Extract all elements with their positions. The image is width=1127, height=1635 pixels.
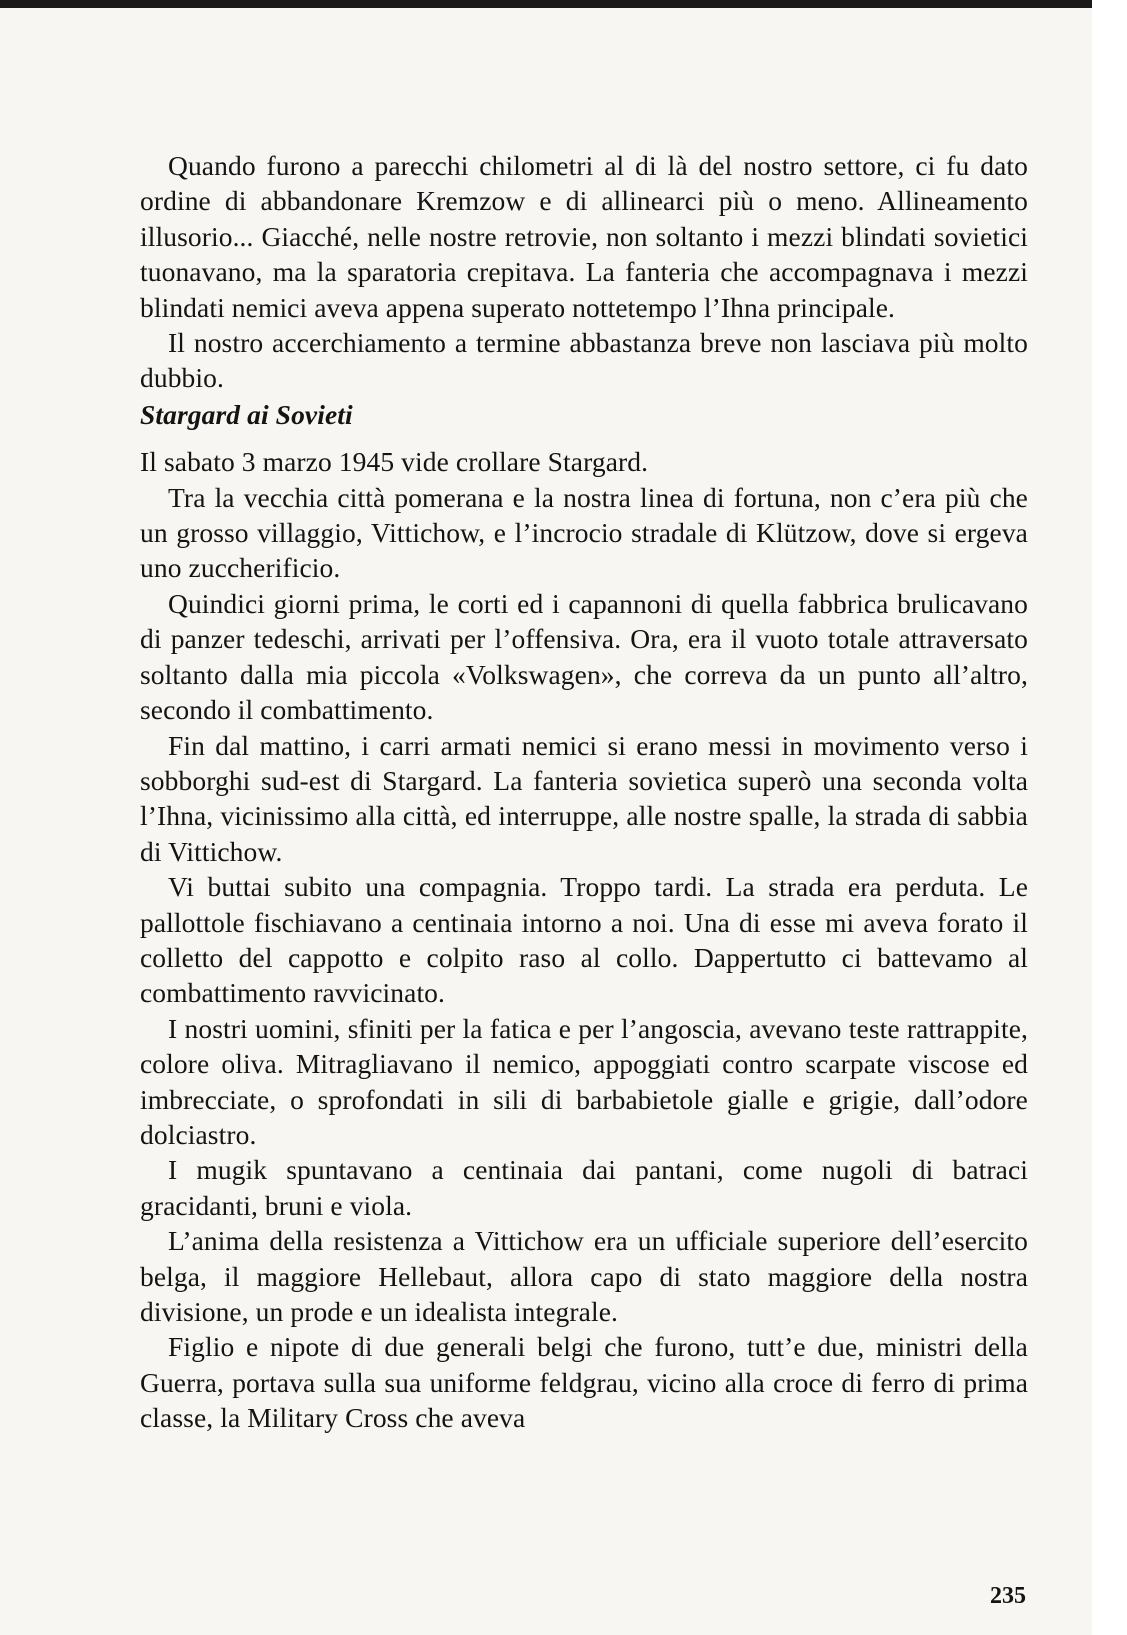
- paragraph-5: Quindici giorni prima, le corti ed i capannoni di quella fabbrica brulicavano di panzer tedeschi, arrivati per l’offensiva. Ora, era il vuoto totale attraversato soltanto dalla mia piccola «Volkswagen», che correva da un punto all’altro, secondo il combattimento.: [140, 587, 1028, 726]
- paragraph-2: Il nostro accerchiamento a termine abbastanza breve non lasciava più molto dubbio.: [140, 327, 1028, 394]
- top-border-rule: [0, 0, 1092, 8]
- paragraph-3: Il sabato 3 marzo 1945 vide crollare Stargard.: [140, 446, 649, 478]
- paragraph-6: Fin dal mattino, i carri armati nemici si erano messi in movimento verso i sobborghi sud-est di Stargard. La fanteria sovietica superò una seconda volta l’Ihna, vicinissimo alla città, ed interruppe, alle nostre spalle, la strada di sabbia di Vittichow.: [140, 729, 1028, 867]
- scan-right-margin: [1092, 0, 1127, 1635]
- paragraph-7: Vi buttai subito una compagnia. Troppo tardi. La strada era perduta. Le pallottole fischiavano a centinaia intorno a noi. Una di esse mi aveva forato il colletto del cappotto e colpito raso al collo. Dappertutto ci battevamo al combattimento ravvicinato.: [140, 871, 1028, 1009]
- paragraph-10: L’anima della resistenza a Vittichow era un ufficiale superiore dell’esercito belga, il maggiore Hellebaut, allora capo di stato maggiore della nostra divisione, un prode e un idealista integrale.: [140, 1225, 1028, 1327]
- page-number: 235: [990, 1583, 1026, 1609]
- paragraph-9: I mugik spuntavano a centinaia dai pantani, come nugoli di batraci gracidanti, bruni e viola.: [140, 1154, 1028, 1221]
- page-body: [140, 148, 1028, 1436]
- paragraph-4: Tra la vecchia città pomerana e la nostra linea di fortuna, non c’era più che un grosso villaggio, Vittichow, e l’incrocio stradale di Klützow, dove si ergeva uno zuccherificio.: [140, 481, 1028, 584]
- section-heading: Stargard ai Sovieti: [140, 398, 353, 430]
- paragraph-11: Figlio e nipote di due generali belgi che furono, tutt’e due, ministri della Guerra, portava sulla sua uniforme feldgrau, vicino alla croce di ferro di prima classe, la Military Cross che aveva: [140, 1331, 1028, 1434]
- paragraph-8: I nostri uomini, sfiniti per la fatica e per l’angoscia, avevano teste rattrappite, colore oliva. Mitragliavano il nemico, appoggiati contro scarpate viscose ed imbrecciate, o sprofondati in sili di barbabietole gialle e grigie, dall’odore dolciastro.: [140, 1012, 1028, 1150]
- paragraph-1: Quando furono a parecchi chilometri al di là del nostro settore, ci fu dato ordine di abbandonare Kremzow e di allinearci più o meno. Allineamento illusorio... Giacché, nelle nostre retrovie, non soltanto i mezzi blindati sovietici tuonavano, ma la sparatoria crepitava. La fanteria che accompagnava i mezzi blindati nemici aveva appena superato nottetempo l’Ihna principale.: [140, 150, 1028, 323]
